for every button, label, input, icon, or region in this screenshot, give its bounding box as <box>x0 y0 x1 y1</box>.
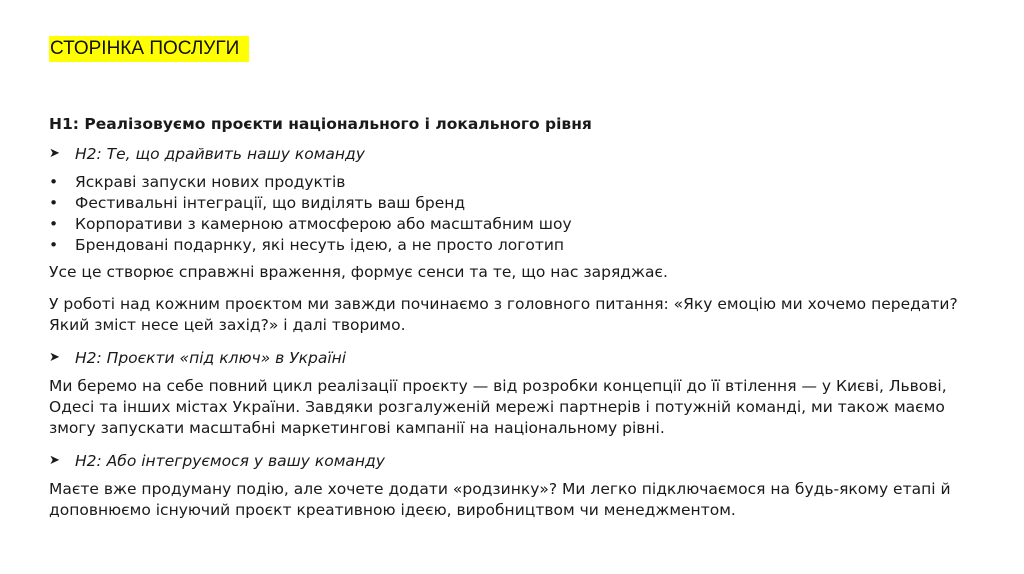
heading-h2-text: H2: Те, що драйвить нашу команду <box>75 145 365 163</box>
list-item-text: Фестивальні інтеграції, що виділять ваш бренд <box>75 194 466 212</box>
arrowhead-bullet-icon: ➤ <box>49 146 60 161</box>
list-item <box>49 172 989 193</box>
list-item-text: Яскраві запуски нових продуктів <box>75 173 346 191</box>
paragraph: Усе це створює справжні враження, формує сенси та те, що нас заряджає. <box>49 263 668 281</box>
heading-h2-turnkey <box>49 347 989 369</box>
heading-h2-team <box>49 143 989 165</box>
arrowhead-bullet-icon: ➤ <box>49 453 60 468</box>
bullet-dot-icon: • <box>49 236 59 254</box>
list-item-text: Корпоративи з камерною атмосферою або масштабним шоу <box>75 215 572 233</box>
bullet-dot-icon: • <box>49 215 59 233</box>
bullet-dot-icon: • <box>49 194 59 212</box>
paragraph: Маєте вже продуману подію, але хочете додати «родзинку»? Ми легко підключаємося на будь-якому етапі й доповнюємо існуючий проєкт креативною ідеєю, виробництвом чи менеджментом. <box>49 480 951 519</box>
list-item <box>49 235 989 256</box>
heading-h1: H1: Реалізовуємо проєкти національного і локального рівня <box>49 115 592 133</box>
content-body <box>49 112 989 532</box>
heading-h2-integrate <box>49 450 989 472</box>
list-item <box>49 214 989 235</box>
list-item <box>49 193 989 214</box>
arrowhead-bullet-icon: ➤ <box>49 350 60 365</box>
bullet-list <box>49 172 989 256</box>
heading-h2-text: H2: Або інтегруємося у вашу команду <box>75 452 385 470</box>
heading-h2-text: H2: Проєкти «під ключ» в Україні <box>75 349 347 367</box>
paragraph: Ми беремо на себе повний цикл реалізації проєкту — від розробки концепції до її втілення — у Києві, Львові, Одесі та інших містах України. Завдяки розгалуженій мережі партнерів і потужній команді, ми також маємо змогу запускати масштабні маркетингові кампанії на національному рівні. <box>49 377 947 437</box>
page-label-highlight: СТОРІНКА ПОСЛУГИ <box>49 36 249 62</box>
list-item-text: Брендовані подарнку, які несуть ідею, а не просто логотип <box>75 236 565 254</box>
paragraph: У роботі над кожним проєктом ми завжди починаємо з головного питання: «Яку емоцію ми хочемо передати? Який зміст несе цей захід?» і далі творимо. <box>49 295 958 334</box>
bullet-dot-icon: • <box>49 173 59 191</box>
